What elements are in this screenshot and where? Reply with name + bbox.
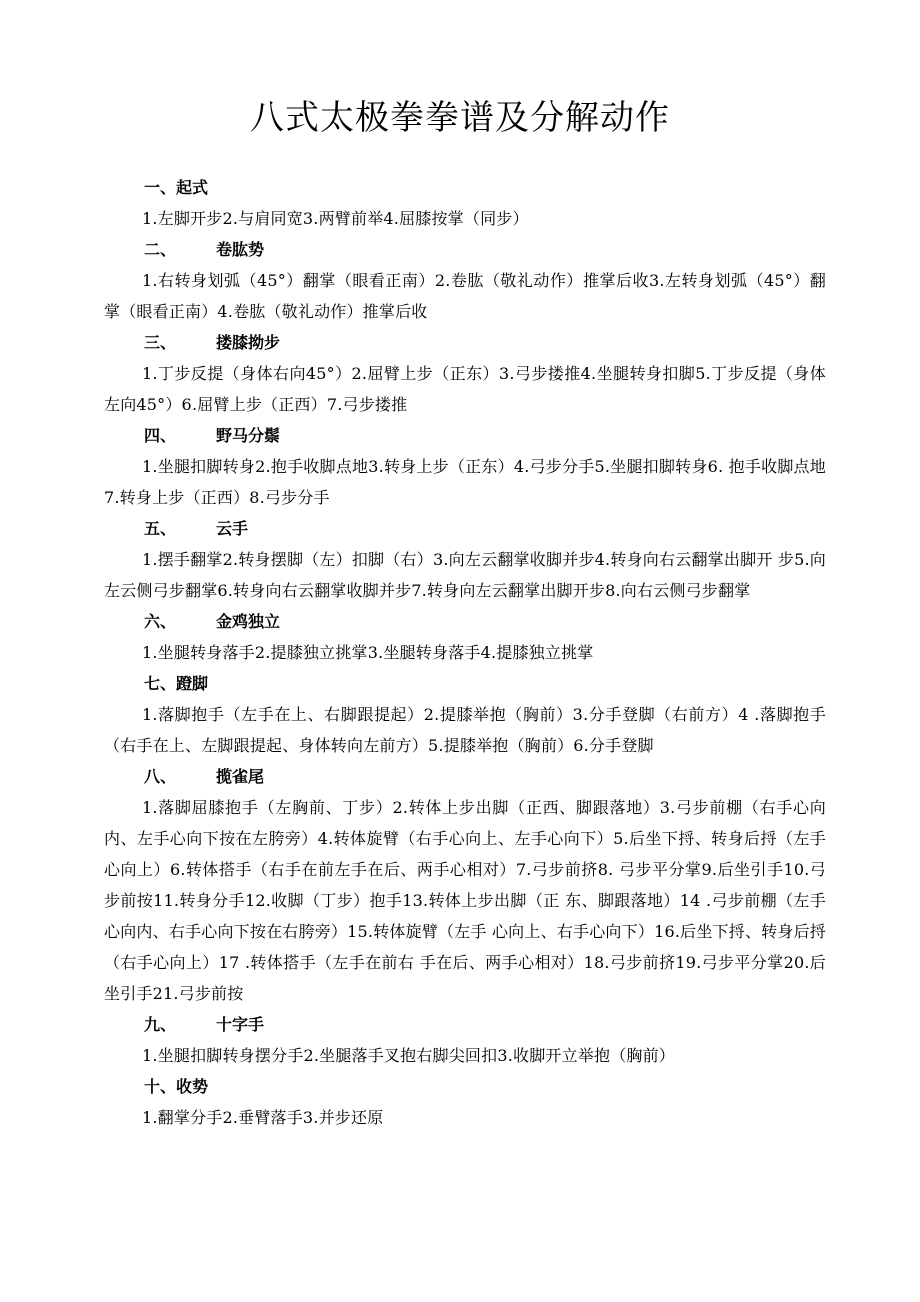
section-juangongshi (104, 234, 826, 327)
section-body: 1.坐腿扣脚转身2.抱手收脚点地3.转身上步（正东）4.弓步分手5.坐腿扣脚转身6. 抱手收脚点地7.转身上步（正西）8.弓步分手 (104, 457, 826, 507)
section-number: 一、 (144, 178, 177, 197)
section-heading (104, 606, 826, 637)
section-number: 五、 (144, 519, 177, 538)
section-body: 1.摆手翻掌2.转身摆脚（左）扣脚（右）3.向左云翻掌收脚并步4.转身向右云翻掌出脚开 步5.向左云侧弓步翻掌6.转身向右云翻掌收脚并步7.转身向左云翻掌出脚开步8.向右云侧弓步翻掌 (104, 550, 826, 600)
section-body: 1.坐腿扣脚转身摆分手2.坐腿落手叉抱右脚尖回扣3.收脚开立举抱（胸前） (142, 1046, 675, 1065)
section-number: 八、 (144, 767, 177, 786)
section-heading (104, 1009, 826, 1040)
section-yunshou (104, 513, 826, 606)
section-name: 金鸡独立 (216, 612, 281, 631)
section-name: 云手 (216, 519, 249, 538)
section-heading (104, 234, 826, 265)
section-name: 卷肱势 (216, 240, 265, 259)
section-number: 六、 (144, 612, 177, 631)
section-name: 野马分鬃 (216, 426, 281, 445)
section-heading (104, 513, 826, 544)
document-content (104, 172, 826, 1133)
section-body: 1.落脚屈膝抱手（左胸前、丁步）2.转体上步出脚（正西、脚跟落地）3.弓步前棚（右手心向内、左手心向下按在左胯旁）4.转体旋臂（右手心向上、左手心向下）5.后坐下捋、转身后捋（左手心向上）6.转体搭手（右手在前左手在后、两手心相对）7.弓步前挤8. 弓步平分掌9.后坐引手10.弓步前按11.转身分手12.收脚（丁步）抱手13.转体上步出脚（正 东、脚跟落地）14 .弓步前棚（左手心向内、右手心向下按在右胯旁）15.转体旋臂（左手 心向上、右手心向下）16.后坐下捋、转身后捋（右手心向上）17 .转体搭手（左手在前右 手在后、两手心相对）18.弓步前挤19.弓步平分掌20.后坐引手21.弓步前按 (104, 798, 826, 1003)
section-number: 三、 (144, 333, 177, 352)
section-name: 起式 (176, 178, 209, 197)
section-number: 十、 (144, 1077, 177, 1096)
section-number: 九、 (144, 1015, 177, 1034)
section-name: 揽雀尾 (216, 767, 265, 786)
section-shoushi (104, 1071, 826, 1133)
section-body: 1.落脚抱手（左手在上、右脚跟提起）2.提膝举抱（胸前）3.分手登脚（右前方）4 .落脚抱手 （右手在上、左脚跟提起、身体转向左前方）5.提膝举抱（胸前）6.分手登脚 (104, 705, 826, 755)
section-yemafenzong (104, 420, 826, 513)
section-number: 二、 (144, 240, 177, 259)
section-body: 1.坐腿转身落手2.提膝独立挑掌3.坐腿转身落手4.提膝独立挑掌 (142, 643, 594, 662)
section-number: 四、 (144, 426, 177, 445)
section-body: 1.翻掌分手2.垂臂落手3.并步还原 (142, 1108, 384, 1127)
section-qishi (104, 172, 826, 234)
section-shizishou (104, 1009, 826, 1071)
section-name: 蹬脚 (176, 674, 209, 693)
section-body: 1.右转身划弧（45°）翻掌（眼看正南）2.卷肱（敬礼动作）推掌后收3.左转身划弧（45°）翻掌（眼看正南）4.卷肱（敬礼动作）推掌后收 (104, 271, 826, 321)
section-dengjiao (104, 668, 826, 761)
section-louxiaobu (104, 327, 826, 420)
section-name: 收势 (176, 1077, 209, 1096)
section-lanquewei (104, 761, 826, 1009)
section-heading (104, 761, 826, 792)
section-number: 七、 (144, 674, 177, 693)
section-jinjiduli (104, 606, 826, 668)
section-heading (104, 420, 826, 451)
document-title: 八式太极拳拳谱及分解动作 (250, 98, 670, 138)
section-body: 1.左脚开步2.与肩同宽3.两臂前举4.屈膝按掌（同步） (142, 209, 529, 228)
section-heading (104, 172, 826, 203)
section-body: 1.丁步反提（身体右向45°）2.屈臂上步（正东）3.弓步搂推4.坐腿转身扣脚5.丁步反提（身体左向45°）6.屈臂上步（正西）7.弓步搂推 (104, 364, 826, 414)
section-heading (104, 327, 826, 358)
section-heading (104, 668, 826, 699)
section-name: 搂膝拗步 (216, 333, 281, 352)
section-name: 十字手 (216, 1015, 265, 1034)
section-heading (104, 1071, 826, 1102)
